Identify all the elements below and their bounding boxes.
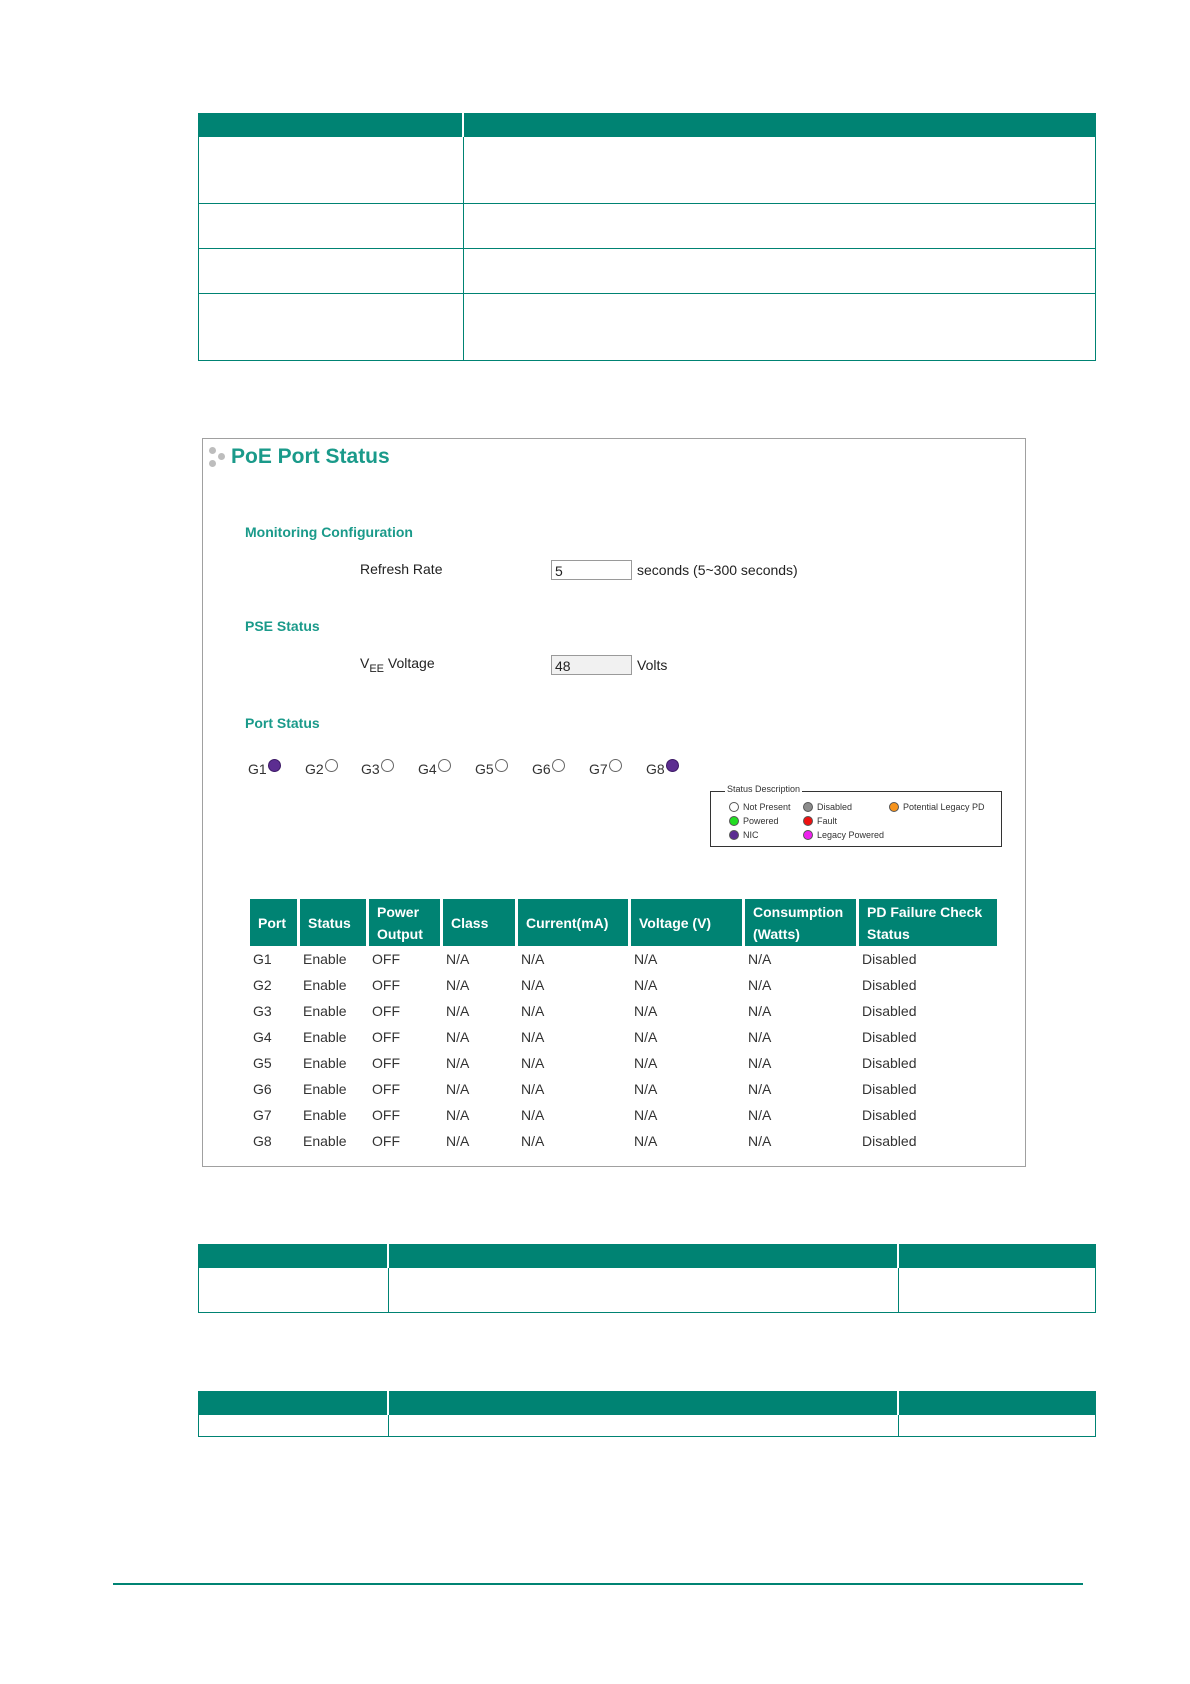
cell-pd-failure-check: Disabled [862,1107,917,1123]
refresh-rate-input[interactable]: 5 [551,560,632,580]
table-row [250,1102,997,1128]
port-indicator-g7: G7 [589,759,622,777]
cell-consumption: N/A [748,1107,772,1123]
col-header-voltage: Voltage (V) [631,899,742,946]
cell-class: N/A [446,1081,470,1097]
doc-table-bottom [198,1391,1096,1437]
not-present-status-icon [552,759,565,772]
pse-heading: PSE Status [245,618,320,634]
cell-pd-failure-check: Disabled [862,977,917,993]
cell-class: N/A [446,977,470,993]
cell-consumption: N/A [748,1133,772,1149]
col-header-power-output: Power Output [369,899,440,946]
cell-port: G5 [253,1055,272,1071]
cell-class: N/A [446,1107,470,1123]
doc-table-top [198,113,1096,361]
legend-legacy-powered: Legacy Powered [803,830,884,840]
cell-current: N/A [521,1029,545,1045]
table-row [250,1076,997,1102]
port-indicator-g6: G6 [532,759,565,777]
disabled-swatch-icon [803,802,813,812]
not-present-status-icon [381,759,394,772]
cell-consumption: N/A [748,1029,772,1045]
cell-pd-failure-check: Disabled [862,1081,917,1097]
cell-voltage: N/A [634,1029,658,1045]
port-indicator-g2: G2 [305,759,338,777]
cell-status: Enable [303,977,347,993]
cell-status: Enable [303,1133,347,1149]
cell-status: Enable [303,1107,347,1123]
cell-status: Enable [303,951,347,967]
not-present-status-icon [325,759,338,772]
legend-disabled: Disabled [803,802,852,812]
cell-voltage: N/A [634,951,658,967]
legend-title: Status Description [727,784,801,794]
vee-voltage-unit: Volts [637,657,668,673]
table-row [250,972,997,998]
refresh-rate-label: Refresh Rate [360,561,443,577]
cell-voltage: N/A [634,1055,658,1071]
cell-consumption: N/A [748,977,772,993]
port-indicator-g5: G5 [475,759,508,777]
doc-table-middle [198,1244,1096,1313]
powered-swatch-icon [729,816,739,826]
cell-pd-failure-check: Disabled [862,1055,917,1071]
cell-consumption: N/A [748,1081,772,1097]
legend-powered: Powered [729,816,779,826]
legend-nic: NIC [729,830,759,840]
col-header-class: Class [443,899,515,946]
cell-power-output: OFF [372,1133,400,1149]
page-title: PoE Port Status [231,445,390,468]
cell-port: G6 [253,1081,272,1097]
col-header-current: Current(mA) [518,899,628,946]
cell-port: G8 [253,1133,272,1149]
cell-power-output: OFF [372,1055,400,1071]
nic-status-icon [268,759,281,772]
cell-class: N/A [446,951,470,967]
cell-power-output: OFF [372,1081,400,1097]
cell-class: N/A [446,1055,470,1071]
col-header-port: Port [250,899,297,946]
cell-status: Enable [303,1055,347,1071]
cell-pd-failure-check: Disabled [862,1003,917,1019]
refresh-rate-unit: seconds (5~300 seconds) [637,562,798,578]
cell-status: Enable [303,1029,347,1045]
col-header-consumption: Consumption (Watts) [745,899,856,946]
cell-current: N/A [521,1081,545,1097]
cell-port: G2 [253,977,272,993]
table-row [250,1024,997,1050]
table-row [250,998,997,1024]
legend-fault: Fault [803,816,837,826]
cell-port: G7 [253,1107,272,1123]
legacy-powered-swatch-icon [803,830,813,840]
cell-pd-failure-check: Disabled [862,1133,917,1149]
cell-current: N/A [521,1133,545,1149]
cell-port: G4 [253,1029,272,1045]
cell-consumption: N/A [748,951,772,967]
monitoring-heading: Monitoring Configuration [245,524,413,540]
vee-voltage-label: $V_{EE}$ Voltage [360,655,435,675]
cell-voltage: N/A [634,1107,658,1123]
not-present-status-icon [438,759,451,772]
cell-current: N/A [521,1107,545,1123]
cell-current: N/A [521,1003,545,1019]
cell-consumption: N/A [748,1003,772,1019]
not-present-status-icon [609,759,622,772]
footer-rule [113,1583,1083,1585]
title-dots-icon [209,447,229,471]
not-present-status-icon [495,759,508,772]
poe-port-status-panel [202,438,1026,1167]
cell-port: G3 [253,1003,272,1019]
cell-port: G1 [253,951,272,967]
cell-pd-failure-check: Disabled [862,1029,917,1045]
cell-class: N/A [446,1003,470,1019]
cell-class: N/A [446,1029,470,1045]
col-header-status: Status [300,899,366,946]
cell-current: N/A [521,977,545,993]
cell-voltage: N/A [634,1133,658,1149]
fault-swatch-icon [803,816,813,826]
cell-voltage: N/A [634,977,658,993]
cell-pd-failure-check: Disabled [862,951,917,967]
potential-legacy-pd-swatch-icon [889,802,899,812]
legend-not-present: Not Present [729,802,791,812]
cell-class: N/A [446,1133,470,1149]
table-row [250,1128,997,1154]
table-row [250,946,997,972]
table-row [250,1050,997,1076]
legend-potential-legacy-pd: Potential Legacy PD [889,802,985,812]
cell-power-output: OFF [372,1029,400,1045]
status-legend [710,784,1002,847]
port-indicator-g3: G3 [361,759,394,777]
cell-status: Enable [303,1003,347,1019]
cell-consumption: N/A [748,1055,772,1071]
cell-power-output: OFF [372,951,400,967]
col-header-pd-failure-check: PD Failure Check Status [859,899,997,946]
cell-power-output: OFF [372,977,400,993]
not-present-swatch-icon [729,802,739,812]
port-status-table [247,899,1000,1154]
nic-status-icon [666,759,679,772]
port-indicator-g4: G4 [418,759,451,777]
cell-power-output: OFF [372,1003,400,1019]
port-indicator-g1: G1 [248,759,281,777]
cell-current: N/A [521,951,545,967]
cell-current: N/A [521,1055,545,1071]
port-indicator-g8: G8 [646,759,679,777]
vee-voltage-field: 48 [551,655,632,675]
port-status-heading: Port Status [245,715,320,731]
nic-swatch-icon [729,830,739,840]
cell-status: Enable [303,1081,347,1097]
cell-voltage: N/A [634,1081,658,1097]
cell-voltage: N/A [634,1003,658,1019]
cell-power-output: OFF [372,1107,400,1123]
